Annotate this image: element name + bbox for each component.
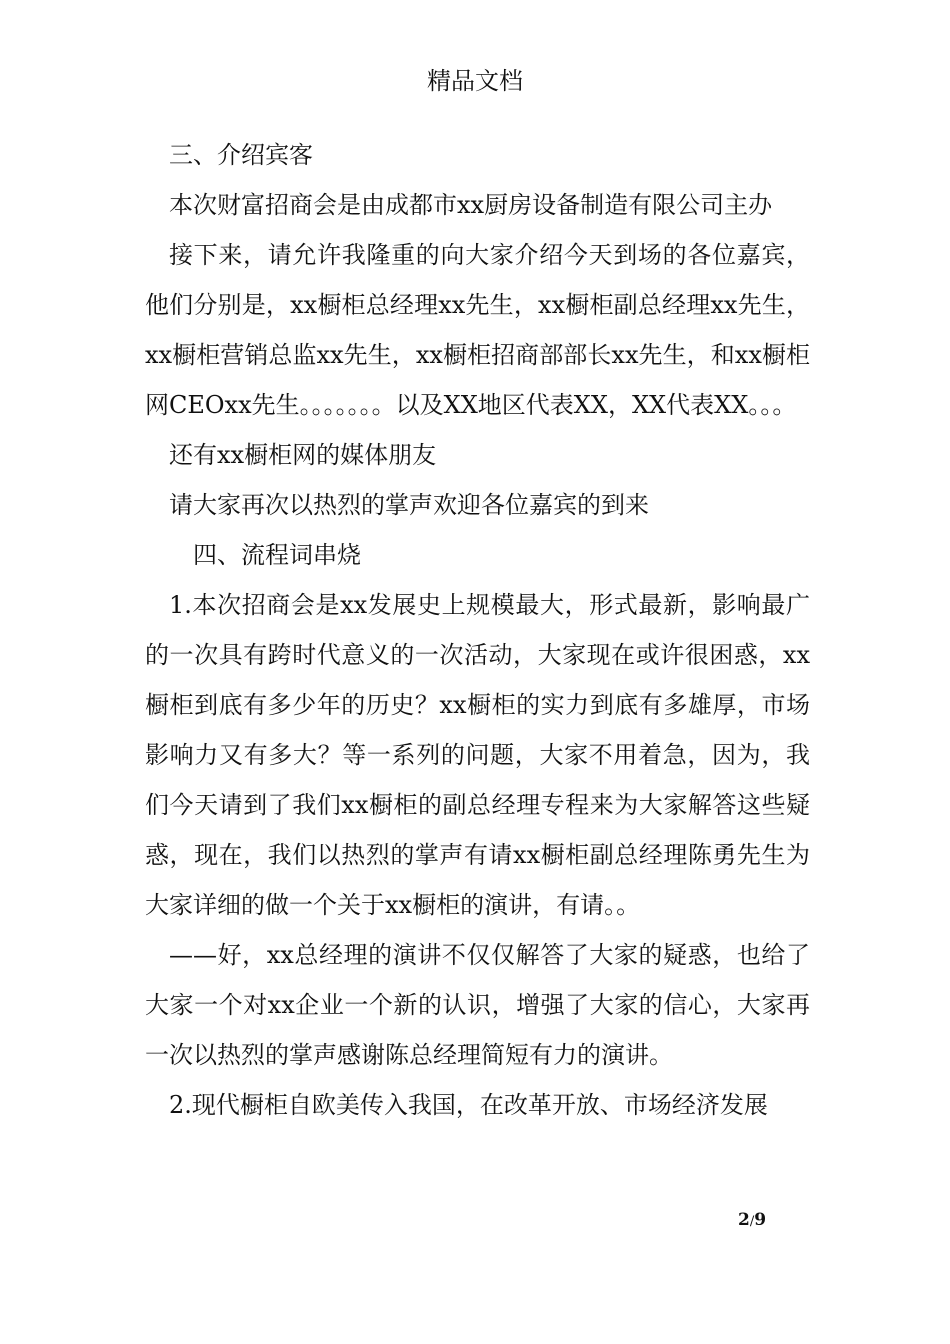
page-separator: / xyxy=(749,1214,755,1229)
document-body xyxy=(145,130,810,1130)
section-heading-introduce-guests: 三、介绍宾客 xyxy=(169,141,313,169)
paragraph-speech-thanks: ——好，xx总经理的演讲不仅仅解答了大家的疑惑，也给了大家一个对xx企业一个新的认识，增强了大家的信心，大家再一次以热烈的掌声感谢陈总经理简短有力的演讲。 xyxy=(145,941,810,1069)
page-total: 9 xyxy=(754,1210,767,1230)
paragraph-guest-list: 接下来，请允许我隆重的向大家介绍今天到场的各位嘉宾，他们分别是，xx橱柜总经理xx先生，xx橱柜副总经理xx先生，xx橱柜营销总监xx先生，xx橱柜招商部部长xx先生，和xx橱柜网CEOxx先生。。。。。。。以及XX地区代表XX，XX代表XX。。。 xyxy=(145,241,810,419)
page-current: 2 xyxy=(738,1210,750,1230)
paragraph-item-2: 2.现代橱柜自欧美传入我国，在改革开放、市场经济发展 xyxy=(169,1091,768,1119)
page-number xyxy=(738,1208,766,1234)
paragraph-organizer: 本次财富招商会是由成都市xx厨房设备制造有限公司主办 xyxy=(169,191,773,219)
paragraph-item-1: 1.本次招商会是xx发展史上规模最大，形式最新，影响最广的一次具有跨时代意义的一次活动，大家现在或许很困惑，xx橱柜到底有多少年的历史？xx橱柜的实力到底有多雄厚，市场影响力又有多大？等一系列的问题，大家不用着急，因为，我们今天请到了我们xx橱柜的副总经理专程来为大家解答这些疑惑，现在，我们以热烈的掌声有请xx橱柜副总经理陈勇先生为大家详细的做一个关于xx橱柜的演讲，有请。。 xyxy=(145,591,810,919)
paragraph-welcome-applause: 请大家再次以热烈的掌声欢迎各位嘉宾的到来 xyxy=(169,491,649,519)
paragraph-media-friends: 还有xx橱柜网的媒体朋友 xyxy=(169,441,437,469)
document-header: 精品文档 xyxy=(427,67,523,95)
section-heading-process: 四、流程词串烧 xyxy=(193,541,361,569)
